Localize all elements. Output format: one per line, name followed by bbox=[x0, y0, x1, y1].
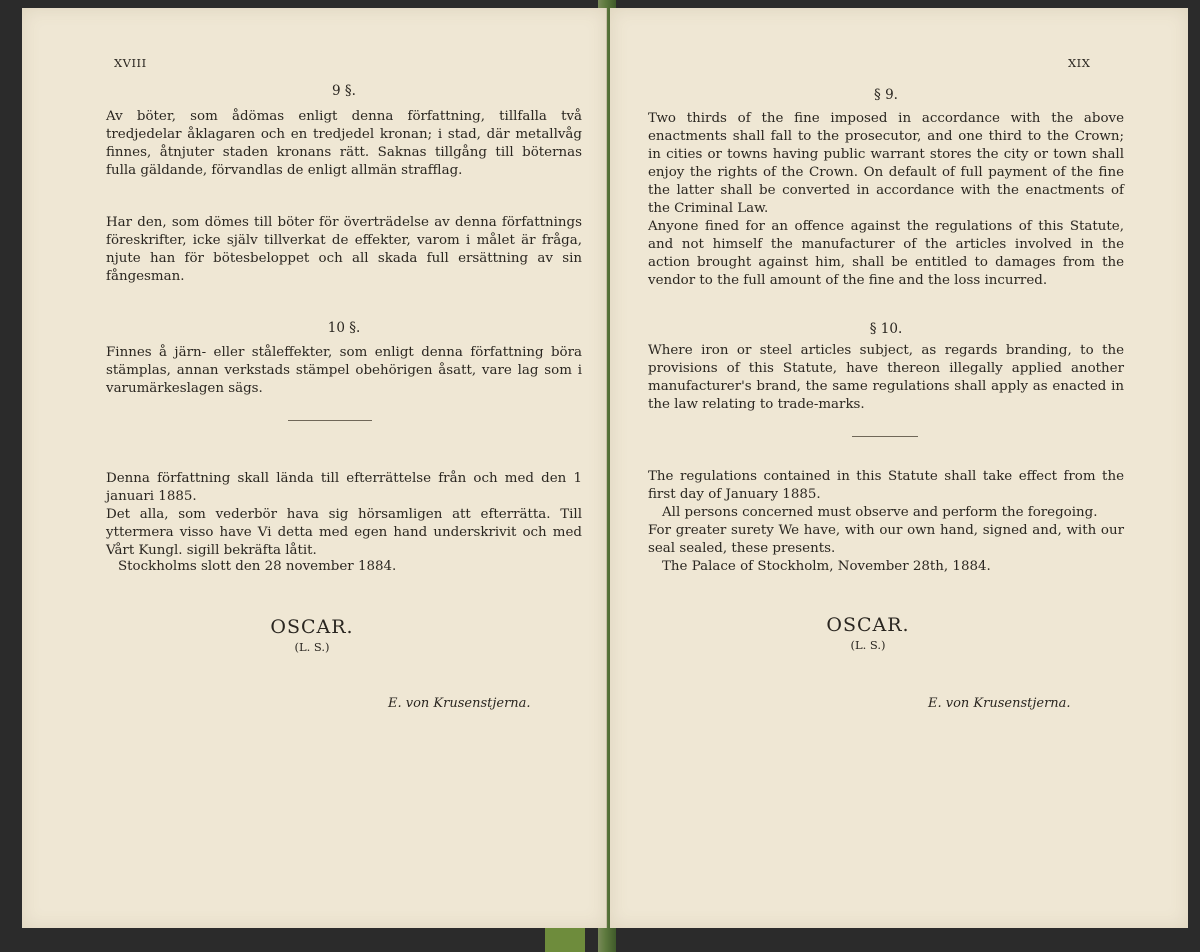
ribbon-marker bbox=[545, 928, 585, 952]
paragraph: Av böter, som ådömas enligt denna författning, tillfalla två tredjedelar åklagaren och en tredjedel kronan; i stad, där metallvåg finnes, åtnjuter staden kronans rätt. Saknas tillgång till böternas fulla gäldande, förvandlas de enligt allmän strafflag. bbox=[106, 109, 582, 178]
seal-mark: (L. S.) bbox=[294, 640, 330, 654]
paragraph: For greater surety We have, with our own hand, signed and, with our seal sealed, these presents. bbox=[648, 523, 1124, 556]
page-number: XVIII bbox=[114, 56, 147, 70]
paragraph: Stockholms slott den 28 november 1884. bbox=[118, 559, 397, 574]
page-number: XIX bbox=[1068, 56, 1091, 70]
section-heading: 9 §. bbox=[332, 83, 356, 99]
paragraph: All persons concerned must observe and perform the foregoing. bbox=[662, 505, 1098, 520]
royal-signature bbox=[808, 614, 928, 652]
countersignature: E. von Krusenstjerna. bbox=[388, 696, 531, 711]
divider bbox=[288, 420, 372, 421]
paragraph: Det alla, som vederbör hava sig hörsamligen att efterrätta. Till yttermera visso have Vi detta med egen hand underskrivit och med Vårt Kungl. sigill bekräfta låtit. bbox=[106, 507, 582, 558]
section-heading: § 10. bbox=[869, 321, 903, 337]
paragraph: The Palace of Stockholm, November 28th, 1884. bbox=[662, 559, 991, 574]
right-page bbox=[610, 8, 1188, 928]
divider bbox=[852, 436, 918, 437]
paragraph: Where iron or steel articles subject, as regards branding, to the provisions of this Statute, have thereon illegally applied another manufacturer's brand, the same regulations shall apply as enacted in the law relating to trade-marks. bbox=[648, 343, 1124, 412]
paragraph: The regulations contained in this Statute shall take effect from the first day of January 1885. bbox=[648, 469, 1124, 502]
section-heading: § 9. bbox=[874, 87, 898, 103]
left-page bbox=[22, 8, 607, 928]
countersignature: E. von Krusenstjerna. bbox=[928, 696, 1071, 711]
paragraph: Har den, som dömes till böter för överträdelse av denna författnings föreskrifter, icke själv tillverkat de effekter, varom i målet är fråga, njute han för bötesbeloppet och all skada full ersättning av sin fångesman. bbox=[106, 215, 582, 284]
royal-signature bbox=[252, 616, 372, 654]
paragraph: Anyone fined for an offence against the regulations of this Statute, and not himself the manufacturer of the articles involved in the action brought against him, shall be entitled to damages from the vendor to the full amount of the fine and the loss incurred. bbox=[648, 219, 1124, 288]
seal-mark: (L. S.) bbox=[850, 638, 886, 652]
section-heading: 10 §. bbox=[327, 320, 361, 336]
signature-name: OSCAR. bbox=[270, 616, 354, 638]
paragraph: Finnes å järn- eller ståleffekter, som enligt denna författning böra stämplas, annan verkstads stämpel obehörigen åsatt, vare lag som i varumärkeslagen sägs. bbox=[106, 345, 582, 396]
paragraph: Two thirds of the fine imposed in accordance with the above enactments shall fall to the prosecutor, and one third to the Crown; in cities or towns having public warrant stores the city or town shall enjoy the rights of the Crown. On default of full payment of the fine the latter shall be converted in accordance with the enactments of the Criminal Law. bbox=[648, 111, 1124, 216]
paragraph: Denna författning skall lända till efterrättelse från och med den 1 januari 1885. bbox=[106, 471, 582, 504]
signature-name: OSCAR. bbox=[826, 614, 910, 636]
